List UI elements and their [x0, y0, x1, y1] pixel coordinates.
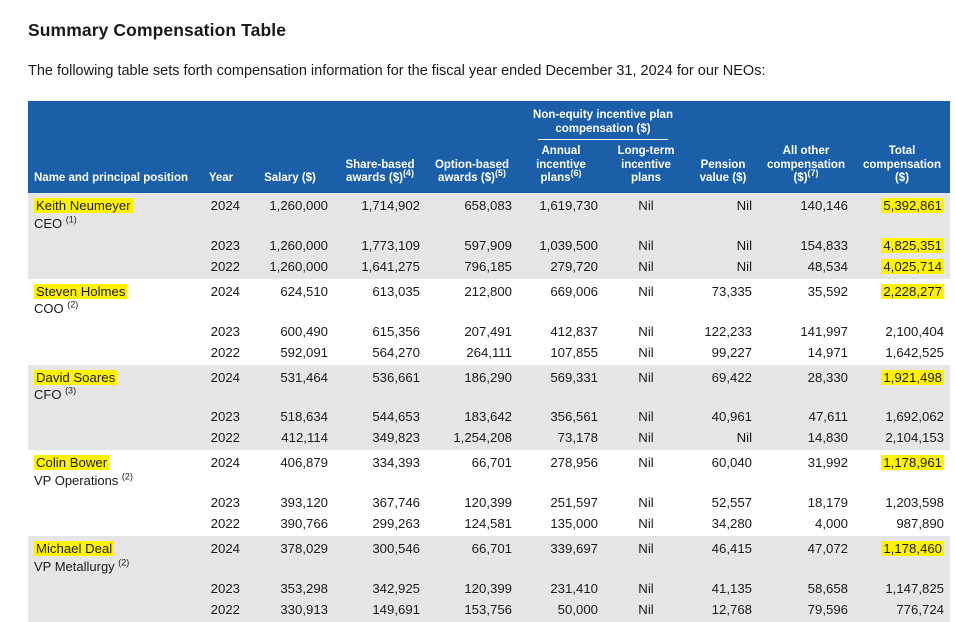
cell-option-awards: 658,083 [426, 193, 518, 235]
cell-annual-incentive: 356,561 [518, 406, 604, 427]
cell-all-other: 35,592 [758, 279, 854, 321]
executive-position-note: (2) [121, 471, 133, 482]
cell-all-other: 79,596 [758, 599, 854, 622]
cell-salary: 390,766 [246, 513, 334, 536]
table-row [28, 235, 950, 256]
executive-name-text: Steven Holmes [36, 283, 126, 299]
cell-pension: 12,768 [688, 599, 758, 622]
cell-annual-incentive: 669,006 [518, 279, 604, 321]
cell-total: 776,724 [854, 599, 950, 622]
cell-name [28, 342, 196, 365]
cell-all-other: 140,146 [758, 193, 854, 235]
executive-name [34, 284, 190, 301]
table-row [28, 450, 950, 492]
cell-total: 1,692,062 [854, 406, 950, 427]
cell-total [854, 193, 950, 235]
cell-annual-incentive: 412,837 [518, 321, 604, 342]
table-row [28, 406, 950, 427]
executive-position: CEO $^{(1)}$ [34, 214, 77, 231]
executive-position-note: (1) [65, 214, 77, 225]
header-spacer-left [28, 101, 518, 143]
cell-name [28, 406, 196, 427]
cell-total-value: 5,392,861 [883, 198, 942, 214]
cell-name [28, 365, 196, 407]
cell-annual-incentive: 135,000 [518, 513, 604, 536]
cell-year: 2022 [196, 342, 246, 365]
table-row [28, 536, 950, 578]
col-header-year [196, 142, 246, 193]
cell-salary: 518,634 [246, 406, 334, 427]
table-row [28, 193, 950, 235]
cell-pension: 40,961 [688, 406, 758, 427]
col-header-year-label: Year [208, 172, 234, 185]
table-row [28, 321, 950, 342]
cell-share-awards: 367,746 [334, 492, 426, 513]
cell-pension: 46,415 [688, 536, 758, 578]
executive-position: VP Metallurgy $^{(2)}$ [34, 557, 130, 574]
executive-name [34, 198, 190, 215]
cell-all-other: 141,997 [758, 321, 854, 342]
table-row [28, 492, 950, 513]
cell-year: 2024 [196, 450, 246, 492]
cell-share-awards: 615,356 [334, 321, 426, 342]
col-header-salary [246, 142, 334, 193]
cell-salary: 406,879 [246, 450, 334, 492]
cell-salary: 1,260,000 [246, 193, 334, 235]
cell-option-awards: 1,254,208 [426, 427, 518, 450]
header-group-non-equity [518, 101, 688, 143]
cell-total-value: 4,825,351 [883, 237, 942, 253]
cell-total-value: 1,921,498 [883, 369, 942, 385]
cell-name [28, 599, 196, 622]
col-header-all-other [758, 142, 854, 193]
cell-annual-incentive: 73,178 [518, 427, 604, 450]
cell-year: 2024 [196, 536, 246, 578]
cell-pension: 122,233 [688, 321, 758, 342]
cell-year: 2024 [196, 365, 246, 407]
cell-long-term-incentive: Nil [604, 193, 688, 235]
cell-option-awards: 153,756 [426, 599, 518, 622]
cell-name [28, 279, 196, 321]
executive-name [34, 455, 190, 472]
cell-all-other: 31,992 [758, 450, 854, 492]
cell-total [854, 450, 950, 492]
cell-total [854, 256, 950, 279]
cell-total-value: 2,228,277 [883, 283, 942, 299]
cell-pension: 34,280 [688, 513, 758, 536]
cell-salary: 353,298 [246, 578, 334, 599]
cell-annual-incentive: 279,720 [518, 256, 604, 279]
executive-name-text: Keith Neumeyer [36, 198, 131, 214]
cell-name [28, 193, 196, 235]
cell-total: 2,100,404 [854, 321, 950, 342]
cell-annual-incentive: 569,331 [518, 365, 604, 407]
cell-all-other: 28,330 [758, 365, 854, 407]
col-header-share-awards [334, 142, 426, 193]
col-header-share-awards-note: (4) [402, 168, 414, 179]
cell-name [28, 513, 196, 536]
cell-option-awards: 796,185 [426, 256, 518, 279]
col-header-share-awards-label: Share-based awards ($) [345, 158, 415, 185]
cell-option-awards: 212,800 [426, 279, 518, 321]
executive-position: CFO $^{(3)}$ [34, 385, 77, 403]
cell-long-term-incentive: Nil [604, 406, 688, 427]
cell-share-awards: 613,035 [334, 279, 426, 321]
cell-option-awards: 264,111 [426, 342, 518, 365]
cell-pension: Nil [688, 256, 758, 279]
cell-share-awards: 1,714,902 [334, 193, 426, 235]
intro-paragraph: The following table sets forth compensation information for the fiscal year ended December 31, 2024 for our NEOs: [28, 63, 766, 79]
cell-salary: 393,120 [246, 492, 334, 513]
cell-all-other: 47,072 [758, 536, 854, 578]
cell-share-awards: 334,393 [334, 450, 426, 492]
executive-name [34, 370, 190, 387]
cell-long-term-incentive: Nil [604, 365, 688, 407]
executive-position-note: (2) [118, 557, 130, 568]
cell-pension: 52,557 [688, 492, 758, 513]
cell-option-awards: 66,701 [426, 450, 518, 492]
col-header-option-awards-note: (5) [494, 168, 506, 179]
cell-year: 2022 [196, 256, 246, 279]
cell-long-term-incentive: Nil [604, 536, 688, 578]
cell-all-other: 18,179 [758, 492, 854, 513]
cell-pension: 60,040 [688, 450, 758, 492]
cell-long-term-incentive: Nil [604, 235, 688, 256]
cell-year: 2023 [196, 492, 246, 513]
cell-pension: Nil [688, 193, 758, 235]
cell-total [854, 235, 950, 256]
cell-long-term-incentive: Nil [604, 256, 688, 279]
cell-share-awards: 1,641,275 [334, 256, 426, 279]
cell-salary: 330,913 [246, 599, 334, 622]
cell-option-awards: 124,581 [426, 513, 518, 536]
cell-salary: 600,490 [246, 321, 334, 342]
header-spacer-right [688, 101, 950, 143]
col-header-salary-label: Salary ($) [264, 172, 316, 185]
table-row [28, 279, 950, 321]
cell-name [28, 256, 196, 279]
col-header-annual-incentive-note: (6) [570, 168, 582, 179]
table-column-header-row [28, 142, 950, 193]
table-row [28, 599, 950, 622]
col-header-total-label: Total compensation ($) [863, 145, 941, 185]
cell-name [28, 321, 196, 342]
summary-compensation-table [28, 101, 950, 622]
cell-total: 2,104,153 [854, 427, 950, 450]
cell-annual-incentive: 231,410 [518, 578, 604, 599]
cell-name [28, 235, 196, 256]
cell-year: 2022 [196, 513, 246, 536]
cell-pension: 69,422 [688, 365, 758, 407]
table-row [28, 513, 950, 536]
cell-all-other: 154,833 [758, 235, 854, 256]
cell-name [28, 578, 196, 599]
cell-all-other: 47,611 [758, 406, 854, 427]
cell-total [854, 536, 950, 578]
col-header-option-awards [426, 142, 518, 193]
cell-pension: Nil [688, 235, 758, 256]
cell-salary: 1,260,000 [246, 235, 334, 256]
cell-annual-incentive: 278,956 [518, 450, 604, 492]
cell-total-value: 1,178,460 [883, 541, 942, 557]
cell-year: 2023 [196, 235, 246, 256]
executive-name [34, 541, 190, 558]
executive-position-note: (3) [65, 385, 77, 396]
cell-year: 2022 [196, 599, 246, 622]
cell-name [28, 450, 196, 492]
cell-share-awards: 1,773,109 [334, 235, 426, 256]
cell-annual-incentive: 1,039,500 [518, 235, 604, 256]
table-row [28, 427, 950, 450]
cell-share-awards: 149,691 [334, 599, 426, 622]
col-header-annual-incentive-label: Annual incentive plans [536, 145, 586, 185]
cell-share-awards: 544,653 [334, 406, 426, 427]
cell-total: 1,147,825 [854, 578, 950, 599]
cell-year: 2022 [196, 427, 246, 450]
cell-year: 2023 [196, 406, 246, 427]
executive-position: COO $^{(2)}$ [34, 299, 79, 317]
cell-total: 1,203,598 [854, 492, 950, 513]
cell-all-other: 14,971 [758, 342, 854, 365]
cell-salary: 592,091 [246, 342, 334, 365]
cell-pension: Nil [688, 427, 758, 450]
cell-name [28, 536, 196, 578]
cell-long-term-incentive: Nil [604, 279, 688, 321]
cell-year: 2024 [196, 279, 246, 321]
col-header-option-awards-label: Option-based awards ($) [434, 158, 510, 185]
table-row [28, 365, 950, 407]
cell-annual-incentive: 251,597 [518, 492, 604, 513]
cell-share-awards: 299,263 [334, 513, 426, 536]
header-group-rule [538, 139, 668, 140]
cell-pension: 41,135 [688, 578, 758, 599]
cell-salary: 531,464 [246, 365, 334, 407]
cell-long-term-incentive: Nil [604, 578, 688, 599]
cell-option-awards: 207,491 [426, 321, 518, 342]
cell-salary: 624,510 [246, 279, 334, 321]
cell-annual-incentive: 50,000 [518, 599, 604, 622]
cell-share-awards: 536,661 [334, 365, 426, 407]
cell-long-term-incentive: Nil [604, 427, 688, 450]
cell-year: 2023 [196, 578, 246, 599]
cell-all-other: 58,658 [758, 578, 854, 599]
table-body [28, 193, 950, 622]
table-row [28, 256, 950, 279]
table-group-header-row [28, 101, 950, 143]
cell-all-other: 4,000 [758, 513, 854, 536]
cell-name [28, 427, 196, 450]
cell-annual-incentive: 339,697 [518, 536, 604, 578]
cell-year: 2023 [196, 321, 246, 342]
col-header-all-other-note: (7) [807, 168, 819, 179]
cell-option-awards: 120,399 [426, 578, 518, 599]
cell-share-awards: 564,270 [334, 342, 426, 365]
table-row [28, 578, 950, 599]
cell-total-value: 1,178,961 [883, 455, 942, 471]
cell-total [854, 365, 950, 407]
cell-salary: 378,029 [246, 536, 334, 578]
executive-name-text: David Soares [36, 369, 116, 385]
table-header [28, 101, 950, 193]
cell-long-term-incentive: Nil [604, 513, 688, 536]
cell-share-awards: 349,823 [334, 427, 426, 450]
cell-long-term-incentive: Nil [604, 450, 688, 492]
cell-option-awards: 186,290 [426, 365, 518, 407]
cell-all-other: 14,830 [758, 427, 854, 450]
cell-all-other: 48,534 [758, 256, 854, 279]
cell-salary: 1,260,000 [246, 256, 334, 279]
cell-option-awards: 597,909 [426, 235, 518, 256]
executive-name-text: Michael Deal [36, 541, 113, 557]
col-header-pension-label: Pension value ($) [699, 158, 747, 185]
cell-salary: 412,114 [246, 427, 334, 450]
cell-option-awards: 66,701 [426, 536, 518, 578]
executive-name-text: Colin Bower [36, 455, 108, 471]
cell-name [28, 492, 196, 513]
cell-long-term-incentive: Nil [604, 321, 688, 342]
cell-share-awards: 300,546 [334, 536, 426, 578]
executive-position-note: (2) [67, 299, 79, 310]
col-header-long-term-incentive-label: Long-term incentive plans [617, 145, 675, 185]
col-header-name-label: Name and principal position [34, 172, 188, 185]
cell-long-term-incentive: Nil [604, 599, 688, 622]
cell-share-awards: 342,925 [334, 578, 426, 599]
cell-option-awards: 183,642 [426, 406, 518, 427]
col-header-total [854, 142, 950, 193]
col-header-pension [688, 142, 758, 193]
col-header-annual-incentive [518, 142, 604, 193]
cell-total: 987,890 [854, 513, 950, 536]
cell-long-term-incentive: Nil [604, 492, 688, 513]
page-title: Summary Compensation Table [28, 20, 287, 40]
cell-pension: 99,227 [688, 342, 758, 365]
cell-annual-incentive: 107,855 [518, 342, 604, 365]
col-header-name [28, 142, 196, 193]
cell-long-term-incentive: Nil [604, 342, 688, 365]
header-group-label: Non-equity incentive plan compensation ($) [533, 108, 673, 135]
executive-position: VP Operations $^{(2)}$ [34, 471, 133, 488]
cell-pension: 73,335 [688, 279, 758, 321]
cell-total-value: 4,025,714 [883, 258, 942, 274]
col-header-long-term-incentive [604, 142, 688, 193]
table-row [28, 342, 950, 365]
cell-total [854, 279, 950, 321]
cell-annual-incentive: 1,619,730 [518, 193, 604, 235]
col-header-all-other-label: All other compensation ($) [767, 145, 845, 185]
cell-option-awards: 120,399 [426, 492, 518, 513]
cell-total: 1,642,525 [854, 342, 950, 365]
cell-year: 2024 [196, 193, 246, 235]
